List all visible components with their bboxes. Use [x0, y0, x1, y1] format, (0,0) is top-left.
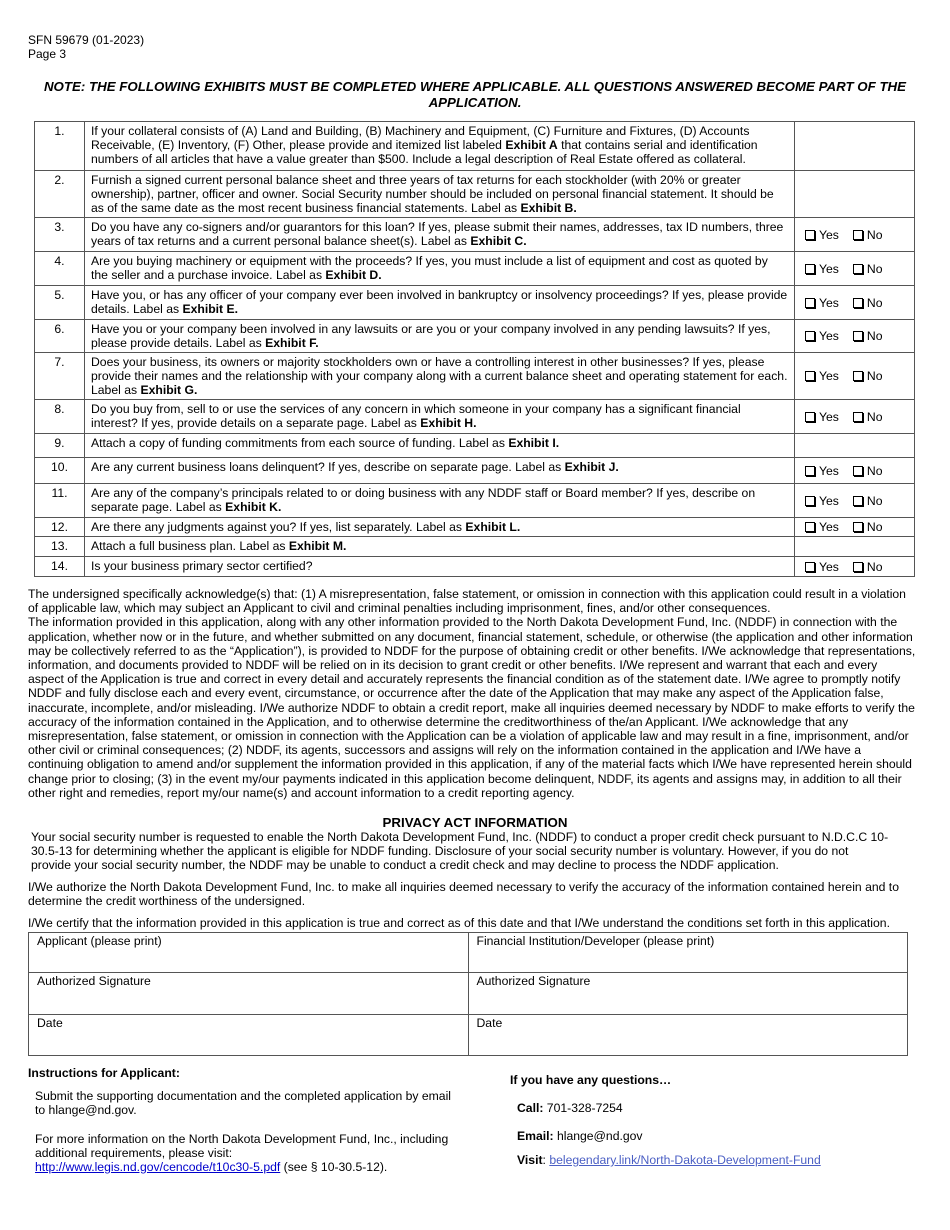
exhibit-number: 7. — [35, 353, 85, 400]
page-number: Page 3 — [28, 47, 67, 61]
institution-name-field[interactable] — [468, 933, 908, 973]
exhibit-row — [35, 557, 915, 577]
no-option[interactable] — [853, 329, 883, 343]
privacy-act-title: PRIVACY ACT INFORMATION — [382, 815, 568, 830]
legis-link-suffix: (see § 10-30.5-12). — [280, 1160, 388, 1174]
applicant-date-label: Date — [37, 1016, 63, 1030]
applicant-signature-label: Authorized Signature — [37, 974, 151, 988]
exhibit-text: If your collateral consists of (A) Land and Building, (B) Machinery and Equipment, (C) Furniture and Fixtures, (D) Accounts Receivable, (E) Inventory, (F) Other, please provide and itemized list labeled — [91, 124, 750, 152]
exhibit-text: Are any current business loans delinquent? If yes, describe on separate page. Label as — [91, 460, 565, 474]
exhibits-note: NOTE: THE FOLLOWING EXHIBITS MUST BE COMPLETED WHERE APPLICABLE. ALL QUESTIONS ANSWERED BECOME PART OF THE APPLICATION. — [43, 79, 907, 110]
exhibit-label: Exhibit C. — [470, 234, 527, 248]
exhibit-question — [85, 320, 795, 353]
exhibit-text: Is your business primary sector certified? — [91, 559, 313, 573]
no-label: No — [866, 227, 883, 242]
yes-option[interactable] — [805, 410, 839, 424]
instructions-submit: Submit the supporting documentation and the completed application by email to hlange@nd.gov. — [35, 1089, 451, 1117]
yes-option[interactable] — [805, 262, 839, 276]
form-number: SFN 59679 (01-2023) — [28, 33, 145, 47]
exhibit-label: Exhibit K. — [225, 500, 282, 514]
exhibit-text: Furnish a signed current personal balance sheet and three years of tax returns for each stockholder (with 20% or greater ownership), partner, officer and owner. Social Security number should be included on personal financial statement. It should be as of the same date as the most recent business financial statements. Label as — [91, 173, 774, 215]
exhibit-question — [85, 171, 795, 218]
exhibit-text: Have you, or has any officer of your company ever been involved in bankruptcy or insolvency proceedings? If yes, please provide details. Label as — [91, 288, 788, 316]
yes-option[interactable] — [805, 520, 839, 534]
exhibit-question — [85, 518, 795, 537]
authorization-statement: I/We authorize the North Dakota Development Fund, Inc. to make all inquiries deemed necessary to verify the accuracy of the information contained herein and to determine the credit worthiness of the undersigned. — [28, 880, 899, 909]
instructions-heading: Instructions for Applicant: — [28, 1066, 180, 1080]
yes-checkbox[interactable] — [805, 331, 815, 341]
institution-signature-field[interactable] — [468, 973, 908, 1015]
yes-label: Yes — [819, 329, 839, 343]
institution-date-field[interactable] — [468, 1015, 908, 1056]
no-label: No — [866, 463, 883, 478]
exhibits-table — [34, 121, 915, 577]
exhibit-question — [85, 400, 795, 434]
no-option[interactable] — [853, 410, 883, 424]
exhibit-answer — [795, 171, 915, 218]
applicant-signature-field[interactable] — [29, 973, 469, 1015]
more-info-text: For more information on the North Dakota Development Fund, Inc., including additional requirements, please visit: — [35, 1132, 449, 1160]
yes-checkbox[interactable] — [805, 371, 815, 381]
yes-checkbox[interactable] — [805, 412, 815, 422]
exhibit-question — [85, 537, 795, 557]
exhibit-row — [35, 252, 915, 286]
exhibit-answer — [795, 353, 915, 400]
exhibit-row — [35, 400, 915, 434]
exhibit-label: Exhibit F. — [265, 336, 319, 350]
yes-label: Yes — [819, 463, 839, 478]
exhibit-number: 12. — [35, 518, 85, 537]
no-checkbox[interactable] — [853, 331, 863, 341]
exhibit-answer — [795, 537, 915, 557]
questions-heading: If you have any questions… — [510, 1073, 672, 1087]
yes-label: Yes — [819, 409, 839, 424]
email-value: hlange@nd.gov — [553, 1129, 643, 1143]
yes-label: Yes — [819, 559, 839, 574]
exhibit-question — [85, 122, 795, 171]
exhibit-number: 14. — [35, 557, 85, 577]
exhibit-label: Exhibit G. — [140, 383, 198, 397]
no-checkbox[interactable] — [853, 230, 863, 240]
no-option[interactable] — [853, 464, 883, 478]
exhibit-question — [85, 353, 795, 400]
no-label: No — [866, 329, 883, 343]
exhibit-number: 6. — [35, 320, 85, 353]
exhibit-text-continued: that contains serial and identification numbers of all articles that have a value greater than $500. Include a legal description of Real Estate offered as collateral. — [91, 138, 758, 166]
no-option[interactable] — [853, 262, 883, 276]
yes-option[interactable] — [805, 228, 839, 242]
no-checkbox[interactable] — [853, 298, 863, 308]
exhibit-row — [35, 320, 915, 353]
exhibit-number: 4. — [35, 252, 85, 286]
exhibit-row — [35, 353, 915, 400]
privacy-act-body: Your social security number is requested to enable the North Dakota Development Fund, Inc. (NDDF) to conduct a proper credit check pursuant to N.D.C.C 10-30.5-13 for determining whether the applicant is eligible for NDDF funding. Disclosure of your social security number is voluntary. However, if you do not provide your social security number, the NDDF may be unable to conduct a credit check and may decline to process the NDDF application. — [31, 830, 889, 873]
exhibit-number: 8. — [35, 400, 85, 434]
exhibit-answer — [795, 286, 915, 320]
yes-option[interactable] — [805, 560, 839, 574]
no-checkbox[interactable] — [853, 562, 863, 572]
no-label: No — [866, 409, 883, 424]
exhibit-row — [35, 537, 915, 557]
exhibit-answer — [795, 557, 915, 577]
contact-email — [517, 1129, 643, 1143]
exhibit-answer — [795, 122, 915, 171]
no-checkbox[interactable] — [853, 412, 863, 422]
exhibit-label: Exhibit A — [505, 138, 558, 152]
yes-checkbox[interactable] — [805, 230, 815, 240]
exhibit-question — [85, 557, 795, 577]
no-option[interactable] — [853, 369, 883, 383]
exhibit-answer — [795, 252, 915, 286]
exhibit-label: Exhibit I. — [508, 436, 560, 450]
yes-label: Yes — [819, 295, 839, 310]
exhibit-number: 13. — [35, 537, 85, 557]
exhibit-text: Does your business, its owners or majority stockholders own or have a controlling interest in other businesses? If yes, please provide their names and the relationship with your company along with a current balance sheet and operating statement for each. Label as — [91, 355, 788, 397]
no-checkbox[interactable] — [853, 522, 863, 532]
exhibit-row — [35, 434, 915, 458]
exhibit-number: 1. — [35, 122, 85, 171]
exhibit-number: 9. — [35, 434, 85, 458]
exhibit-row — [35, 458, 915, 484]
yes-label: Yes — [819, 261, 839, 276]
contact-visit — [517, 1153, 821, 1167]
visit-link[interactable]: belegendary.link/North-Dakota-Development-Fund — [549, 1153, 821, 1167]
exhibit-answer — [795, 484, 915, 518]
no-checkbox[interactable] — [853, 496, 863, 506]
exhibit-row — [35, 484, 915, 518]
exhibit-label: Exhibit M. — [288, 539, 347, 553]
no-option[interactable] — [853, 494, 883, 508]
yes-label: Yes — [819, 227, 839, 242]
exhibit-answer — [795, 320, 915, 353]
certification-statement: I/We certify that the information provided in this application is true and correct as of this date and that I/We understand the conditions set forth in this application. — [28, 916, 890, 930]
contact-call — [517, 1101, 623, 1115]
acknowledgement-paragraph-1: The undersigned specifically acknowledge(s) that: (1) A misrepresentation, false statement, or omission in connection with this application could result in a violation of applicable law, which may subject an Applicant to civil and criminal penalties including imprisonment, fines, and/or other consequences. — [28, 587, 906, 616]
no-checkbox[interactable] — [853, 264, 863, 274]
exhibit-label: Exhibit E. — [182, 302, 238, 316]
exhibit-row — [35, 218, 915, 252]
acknowledgement-paragraph-2: The information provided in this application, along with any other information provided to the North Dakota Development Fund, Inc. (NDDF) in connection with the application, whether now or in the future, and whether submitted on any document, financial statement, schedule, or otherwise (the application and other information may be collectively referred to as the “Application”), is provided to NDDF for the purpose of obtaining credit or other benefits. I/We acknowledge that representations, information, and documents provided to NDDF will be relied on in its decision to grant credit or other benefits. I/We represent and warrant that each and every aspect of the Application is true and correct in every detail and accurately represents the financial condition as of the statement date. I/We agree to promptly notify NDDF and fully disclose each and every event, circumstance, or occurrence after the date of the Application that may make any aspect of the Application false, inaccurate, incomplete, and/or misleading. I/We authorize NDDF to obtain a credit report, make all inquiries deemed necessary by NDDF to make efforts to verify the accuracy of the information contained in the Application, and to otherwise determine the creditworthiness of the/an Applicant. I/We acknowledge that any misrepresentation, false statement, or omission in connection with the Application can be a violation of applicable law and may result in a fine, imprisonment, and/or other civil or criminal consequences; (2) NDDF, its agents, successors and assigns will rely on the information contained in the application and I/We have a continuing obligation to amend and/or supplement the information provided in this application, if any of the material facts which I/We have represented herein should change prior to closing; (3) in the event my/our payments indicated in this application become delinquent, NDDF, its agents and assigns may, in addition to all their other right and remedies, report my/our name(s) and account information to a credit reporting agency. — [28, 615, 916, 800]
exhibit-text: Do you buy from, sell to or use the services of any concern in which someone in your company has a significant financial interest? If yes, provide details on a separate page. Label as — [91, 402, 741, 430]
exhibit-answer — [795, 518, 915, 537]
acknowledgement-section — [28, 587, 916, 800]
exhibit-label: Exhibit J. — [564, 460, 619, 474]
institution-date-label: Date — [476, 1016, 503, 1030]
no-label: No — [866, 295, 883, 310]
instructions-more-info — [35, 1132, 455, 1174]
yes-checkbox[interactable] — [805, 562, 815, 572]
exhibit-question — [85, 286, 795, 320]
yes-option[interactable] — [805, 464, 839, 478]
yes-checkbox[interactable] — [805, 496, 815, 506]
yes-option[interactable] — [805, 369, 839, 383]
exhibit-answer — [795, 400, 915, 434]
yes-label: Yes — [819, 520, 839, 534]
exhibit-text: Are any of the company’s principals related to or doing business with any NDDF staff or Board member? If yes, describe on separate page. Label as — [91, 486, 756, 514]
applicant-date-field[interactable] — [29, 1015, 469, 1056]
yes-option[interactable] — [805, 494, 839, 508]
visit-separator: : — [542, 1153, 550, 1167]
visit-label: Visit — [517, 1153, 543, 1167]
no-option[interactable] — [853, 560, 883, 574]
yes-option[interactable] — [805, 329, 839, 343]
form-header — [28, 33, 144, 61]
no-checkbox[interactable] — [853, 371, 863, 381]
yes-checkbox[interactable] — [805, 264, 815, 274]
exhibit-number: 10. — [35, 458, 85, 484]
no-checkbox[interactable] — [853, 466, 863, 476]
exhibit-number: 3. — [35, 218, 85, 252]
exhibit-label: Exhibit H. — [420, 416, 477, 430]
call-label: Call: — [517, 1101, 544, 1115]
yes-option[interactable] — [805, 296, 839, 310]
call-value: 701-328-7254 — [543, 1101, 623, 1115]
exhibit-row — [35, 518, 915, 537]
exhibit-question — [85, 434, 795, 458]
exhibit-row — [35, 286, 915, 320]
exhibit-question — [85, 458, 795, 484]
yes-checkbox[interactable] — [805, 298, 815, 308]
no-option[interactable] — [853, 520, 883, 534]
exhibit-label: Exhibit L. — [465, 520, 521, 534]
exhibit-text: Are there any judgments against you? If yes, list separately. Label as — [91, 520, 466, 534]
yes-label: Yes — [819, 493, 839, 508]
applicant-name-label: Applicant (please print) — [37, 934, 162, 948]
exhibit-number: 2. — [35, 171, 85, 218]
exhibit-question — [85, 218, 795, 252]
exhibit-row — [35, 171, 915, 218]
yes-checkbox[interactable] — [805, 522, 815, 532]
yes-label: Yes — [819, 369, 839, 383]
exhibit-label: Exhibit D. — [325, 268, 382, 282]
no-label: No — [866, 559, 883, 574]
no-option[interactable] — [853, 296, 883, 310]
exhibit-text: Do you have any co-signers and/or guarantors for this loan? If yes, please submit their names, addresses, tax ID numbers, three years of tax returns and a current personal balance sheet(s). Label as — [91, 220, 784, 248]
exhibit-text: Have you or your company been involved in any lawsuits or are you or your company involved in any pending lawsuits? If yes, please provide details. Label as — [91, 322, 771, 350]
exhibit-answer — [795, 458, 915, 484]
exhibit-answer — [795, 434, 915, 458]
institution-name-label: Financial Institution/Developer (please print) — [476, 934, 715, 948]
exhibit-number: 11. — [35, 484, 85, 518]
exhibit-text: Attach a copy of funding commitments from each source of funding. Label as — [91, 436, 509, 450]
exhibit-question — [85, 484, 795, 518]
applicant-name-field[interactable] — [29, 933, 469, 973]
no-label: No — [866, 369, 883, 383]
exhibit-row — [35, 122, 915, 171]
no-label: No — [866, 493, 883, 508]
yes-checkbox[interactable] — [805, 466, 815, 476]
no-label: No — [866, 520, 883, 534]
exhibit-answer — [795, 218, 915, 252]
exhibit-text: Attach a full business plan. Label as — [91, 539, 289, 553]
legis-link[interactable]: http://www.legis.nd.gov/cencode/t10c30-5.pdf — [35, 1160, 281, 1174]
no-label: No — [866, 261, 883, 276]
exhibit-number: 5. — [35, 286, 85, 320]
email-label: Email: — [517, 1129, 554, 1143]
exhibit-label: Exhibit B. — [520, 201, 577, 215]
no-option[interactable] — [853, 228, 883, 242]
exhibit-text: Are you buying machinery or equipment with the proceeds? If yes, you must include a list of equipment and cost as quoted by the seller and a purchase invoice. Label as — [91, 254, 768, 282]
signature-table — [28, 932, 908, 1056]
exhibit-question — [85, 252, 795, 286]
institution-signature-label: Authorized Signature — [476, 974, 591, 988]
